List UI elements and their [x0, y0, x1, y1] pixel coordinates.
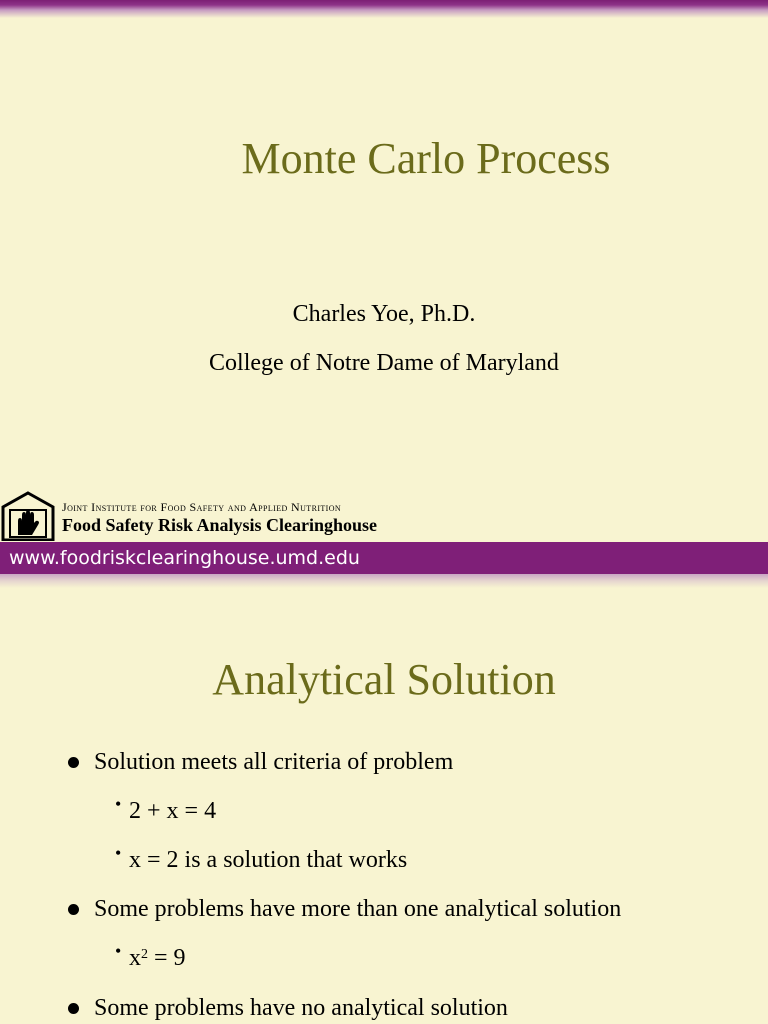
bullet-text: Some problems have no analytical solution	[94, 995, 508, 1021]
sub-bullet-dot-icon: •	[115, 794, 122, 814]
bullet-text: Some problems have more than one analytical solution	[94, 896, 622, 922]
bullet-dot-icon	[68, 1003, 79, 1014]
equation-rest: = 9	[148, 945, 186, 971]
sub-bullet-dot-icon: •	[115, 941, 122, 961]
sub-bullet-dot-icon: •	[115, 843, 122, 863]
website-url[interactable]: www.foodriskclearinghouse.umd.edu	[9, 547, 360, 569]
bullet-item	[94, 895, 621, 923]
clearinghouse-logo	[0, 490, 768, 542]
bullet-item	[94, 994, 508, 1022]
bullet-dot-icon	[68, 757, 79, 768]
bottom-accent-fade	[0, 574, 768, 588]
sub-bullet-item	[115, 794, 217, 825]
clearinghouse-name: Food Safety Risk Analysis Clearinghouse	[62, 515, 378, 535]
equation-base: x	[129, 945, 141, 971]
sub-bullet-text: x = 2 is a solution that works	[129, 847, 408, 873]
sub-bullet-item	[115, 843, 408, 874]
author-name: Charles Yoe, Ph.D.	[292, 301, 476, 327]
bullet-text: Solution meets all criteria of problem	[94, 749, 454, 775]
content-slide	[0, 588, 768, 1024]
top-accent-band	[0, 0, 768, 18]
bullet-item	[94, 748, 453, 776]
house-hand-icon	[1, 491, 55, 541]
slide-title: Monte Carlo Process	[241, 134, 611, 183]
slide-title: Analytical Solution	[212, 655, 556, 704]
sub-bullet-item	[115, 941, 186, 972]
sub-bullet-text: 2 + x = 4	[129, 798, 217, 824]
url-band	[0, 542, 768, 574]
institute-name: Joint Institute for Food Safety and Applied Nutrition	[62, 500, 342, 514]
bullet-dot-icon	[68, 904, 79, 915]
equation-exponent: 2	[141, 947, 148, 962]
author-affiliation: College of Notre Dame of Maryland	[209, 350, 559, 376]
